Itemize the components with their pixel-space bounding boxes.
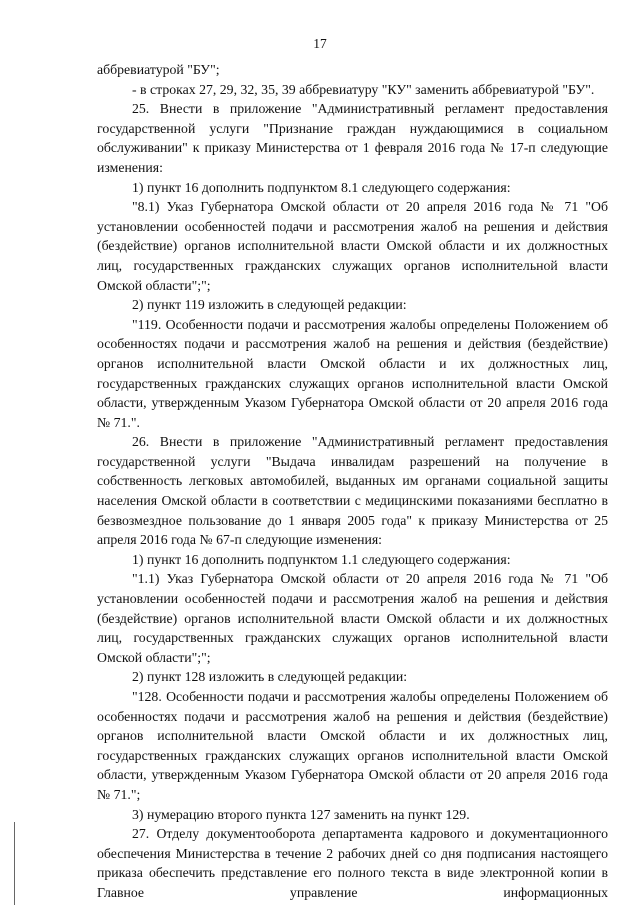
scan-edge-line [14,822,15,905]
document-body [97,60,608,903]
paragraph-item-26-clause-128-text: "128. Особенности подачи и рассмотрения жалобы определены Положением об особенностях подачи и рассмотрения жалоб на решения и действия (бездействие) органов исполнительной власти Омской области и их должностных лиц, государственных гражданских служащих органов исполнительной власти Омской области, утвержденным Указом Губернатора Омской области от 20 апреля 2016 года № 71."; [97,689,608,802]
paragraph-item-27: 27. Отделу документооборота департамента кадрового и документационного обеспечения Министерства в течение 2 рабочих дней со дня подписания настоящего приказа обеспечить представление его полного текста в виде электронной копии в Главное управление информационных [97,826,608,900]
paragraph-item-25-clause-119-text: "119. Особенности подачи и рассмотрения жалобы определены Положением об особенностях подачи и рассмотрения жалоб на решения и действия (бездействие) органов исполнительной власти Омской области и их должностных лиц, государственных гражданских служащих органов исполнительной власти Омской области, утвержденным Указом Губернатора Омской области от 20 апреля 2016 года № 71.". [97,316,608,430]
paragraph-item-26-subitem-1: 1) пункт 16 дополнить подпунктом 1.1 следующего содержания: [132,551,511,567]
page-number: 17 [313,36,327,51]
paragraph-item-26: 26. Внести в приложение "Административный регламент предоставления государственной услуги "Выдача инвалидам разрешений на получение в собственность легковых автомобилей, выданных им органами социальной защиты населения Омской области в соответствии с медицинскими показаниями бесплатно в безвозмездное пользование до 1 января 2005 года" к приказу Министерства от 25 апреля 2016 года № 67-п следующие изменения: [97,434,608,548]
paragraph-item-25-subitem-1: 1) пункт 16 дополнить подпунктом 8.1 следующего содержания: [132,179,511,195]
paragraph-item-25: 25. Внести в приложение "Административный регламент предоставления государственной услуги "Признание граждан нуждающимися в социальном обслуживании" к приказу Министерства от 1 февраля 2016 года № 17-п следующие изменения: [97,101,608,175]
paragraph-item-26-subitem-1-1-text: "1.1) Указ Губернатора Омской области от 20 апреля 2016 года № 71 "Об установлении особенностей подачи и рассмотрения жалоб на решения и действия (бездействие) органов исполнительной власти Омской области и их должностных лиц, государственных гражданских служащих органов исполнительной власти Омской области";"; [97,571,608,665]
paragraph-abbreviation-bu: аббревиатурой "БУ"; [97,62,220,77]
paragraph-item-26-subitem-2: 2) пункт 128 изложить в следующей редакции: [132,669,408,685]
paragraph-item-25-subitem-8-1-text: "8.1) Указ Губернатора Омской области от 20 апреля 2016 года № 71 "Об установлении особенностей подачи и рассмотрения жалоб на решения и действия (бездействие) органов исполнительной власти Омской области и их должностных лиц, государственных гражданских служащих органов исполнительной власти Омской области";"; [97,199,608,293]
paragraph-replace-ku-rows: - в строках 27, 29, 32, 35, 39 аббревиатуру "КУ" заменить аббревиатурой "БУ". [132,81,595,97]
paragraph-item-26-subitem-3: 3) нумерацию второго пункта 127 заменить на пункт 129. [132,806,470,822]
paragraph-item-25-subitem-2: 2) пункт 119 изложить в следующей редакции: [132,297,407,313]
